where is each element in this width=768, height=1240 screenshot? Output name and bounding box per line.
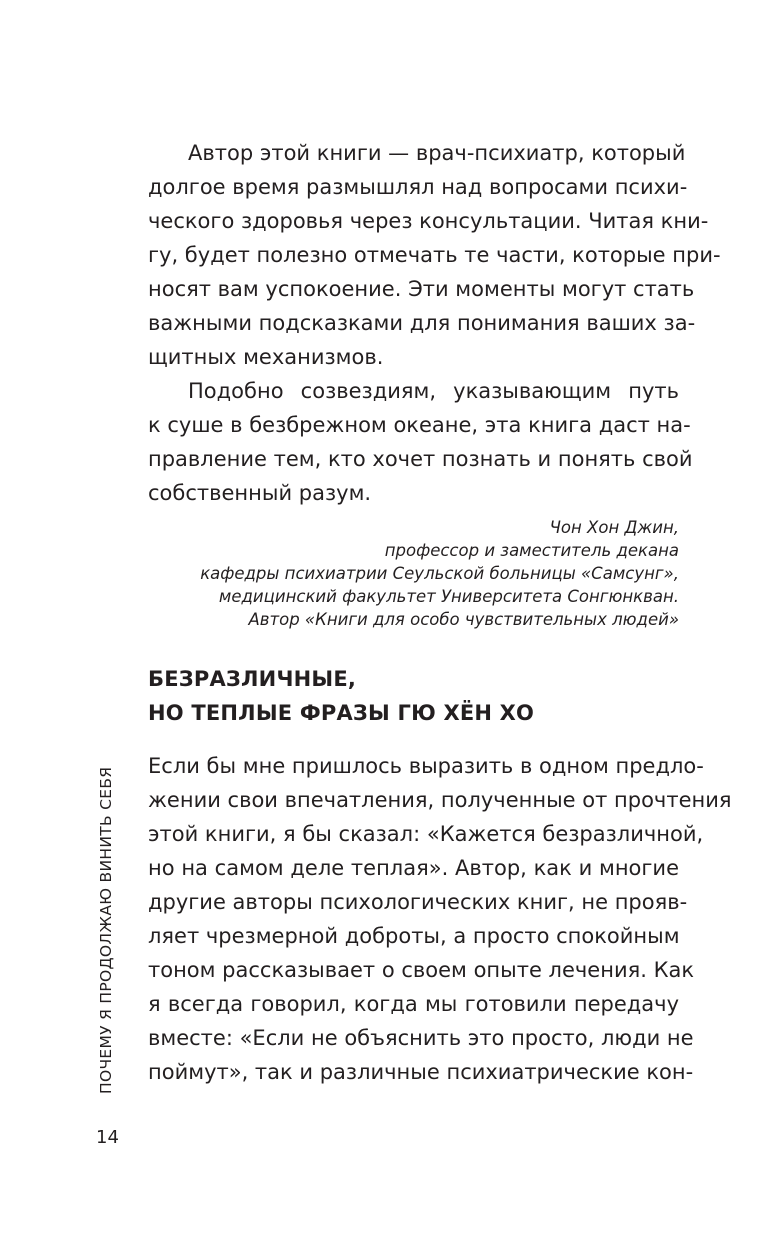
paragraph-line: вместе: «Если не объяснить это просто, люди не bbox=[148, 1026, 694, 1050]
paragraph-line: Если бы мне пришлось выразить в одном предло- bbox=[148, 754, 704, 778]
paragraph-line: жении свои впечатления, полученные от прочтения bbox=[148, 788, 732, 812]
paragraph-line: к суше в безбрежном океане, эта книга даст на- bbox=[148, 413, 691, 437]
signature-name: Чон Хон Джин, bbox=[549, 518, 679, 537]
paragraph-line: важными подсказками для понимания ваших за- bbox=[148, 311, 696, 335]
paragraph-line: щитных механизмов. bbox=[148, 345, 384, 369]
paragraph-line: но на самом деле теплая». Автор, как и многие bbox=[148, 856, 679, 880]
paragraph-line: ческого здоровья через консультации. Читая кни- bbox=[148, 209, 709, 233]
signature-line: медицинский факультет Университета Сонгюнкван. bbox=[218, 587, 679, 606]
page-number: 14 bbox=[96, 1127, 119, 1148]
section-heading: НО ТЕПЛЫЕ ФРАЗЫ ГЮ ХЁН ХО bbox=[148, 701, 535, 725]
signature-line: Автор «Книги для особо чувствительных людей» bbox=[248, 610, 679, 629]
paragraph-line: другие авторы психологических книг, не прояв- bbox=[148, 890, 688, 914]
paragraph-line: долгое время размышлял над вопросами психи- bbox=[148, 175, 688, 199]
paragraph-line: поймут», так и различные психиатрические кон- bbox=[148, 1060, 694, 1084]
paragraph-line: я всегда говорил, когда мы готовили передачу bbox=[148, 992, 679, 1016]
paragraph-line: этой книги, я бы сказал: «Кажется безразличной, bbox=[148, 822, 704, 846]
paragraph-line: носят вам успокоение. Эти моменты могут стать bbox=[148, 277, 695, 301]
signature-line: профессор и заместитель декана bbox=[384, 541, 679, 560]
running-title: ПОЧЕМУ Я ПРОДОЛЖАЮ ВИНИТЬ СЕБЯ bbox=[97, 766, 115, 1094]
paragraph-line: гу, будет полезно отмечать те части, которые при- bbox=[148, 243, 721, 267]
paragraph-line: ляет чрезмерной доброты, а просто спокойным bbox=[148, 924, 680, 948]
paragraph-line: правление тем, кто хочет познать и понять свой bbox=[148, 447, 693, 471]
paragraph-line: тоном рассказывает о своем опыте лечения. Как bbox=[148, 958, 695, 982]
signature-line: кафедры психиатрии Сеульской больницы «Самсунг», bbox=[200, 564, 679, 583]
paragraph-line: Подобно созвездиям, указывающим путь bbox=[188, 379, 679, 403]
paragraph-line: собственный разум. bbox=[148, 481, 372, 505]
paragraph-line: Автор этой книги — врач-психиатр, который bbox=[188, 141, 686, 165]
section-heading: БЕЗРАЗЛИЧНЫЕ, bbox=[148, 667, 357, 691]
